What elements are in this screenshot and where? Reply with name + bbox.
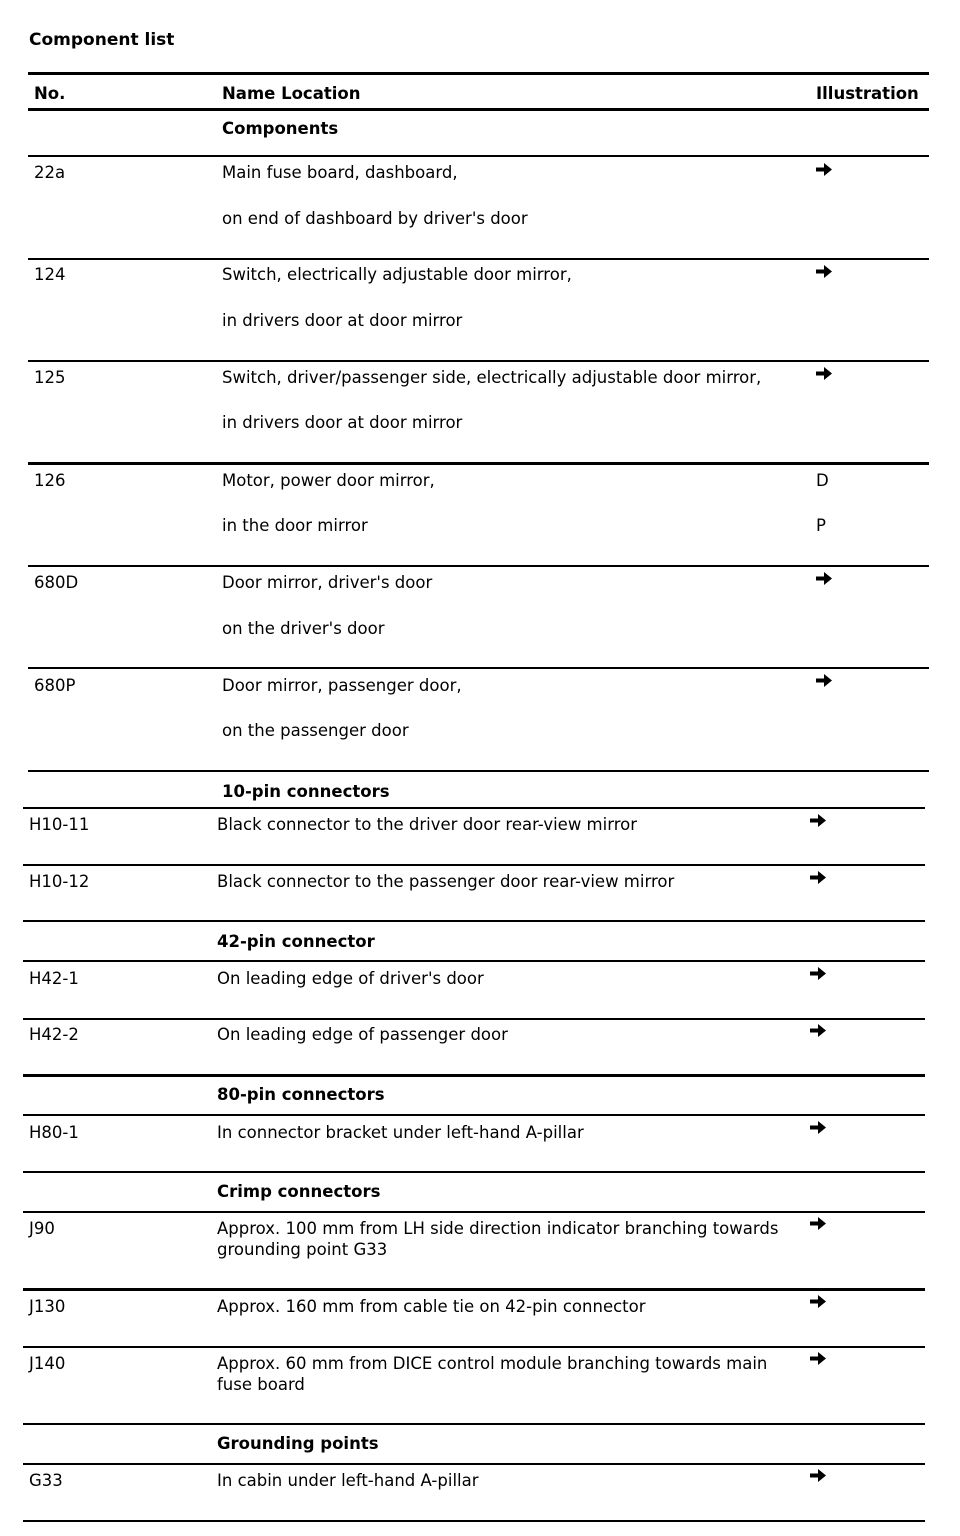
column-header-illustration: Illustration — [816, 84, 919, 103]
row-divider — [28, 155, 929, 157]
arrow-icon[interactable] — [810, 871, 827, 884]
arrow-icon[interactable] — [810, 814, 827, 827]
arrow-icon[interactable] — [816, 265, 833, 278]
row-number: 680P — [34, 676, 76, 695]
row-number: G33 — [29, 1471, 63, 1490]
row-divider — [23, 960, 925, 962]
row-number: 22a — [34, 163, 66, 182]
row-divider — [23, 807, 925, 809]
row-location: In cabin under left-hand A-pillar — [217, 1471, 479, 1490]
row-location: Black connector to the driver door rear-view mirror — [217, 815, 638, 834]
row-location: in drivers door at door mirror — [222, 413, 463, 432]
row-number: H10-12 — [29, 872, 90, 891]
row-location: on end of dashboard by driver's door — [222, 209, 528, 228]
table-top-rule — [28, 72, 929, 75]
row-divider — [23, 1074, 925, 1077]
row-divider — [23, 1114, 925, 1116]
section-heading-crimp: Crimp connectors — [217, 1182, 381, 1201]
row-location: Approx. 100 mm from LH side direction indicator branching towards grounding point G33 — [217, 1219, 779, 1259]
row-divider — [23, 1288, 925, 1291]
row-name: Switch, electrically adjustable door mirror, — [222, 265, 572, 284]
row-divider — [28, 667, 929, 669]
arrow-icon[interactable] — [810, 1121, 827, 1134]
row-number: 124 — [34, 265, 66, 284]
row-divider — [23, 1171, 925, 1173]
row-number: H42-2 — [29, 1025, 79, 1044]
row-location: on the passenger door — [222, 721, 409, 740]
row-divider — [28, 770, 929, 772]
row-divider — [28, 360, 929, 362]
row-location: On leading edge of driver's door — [217, 969, 484, 988]
row-location: Approx. 60 mm from DICE control module branching towards main fuse board — [217, 1354, 768, 1394]
row-divider — [28, 462, 929, 465]
row-number: J90 — [29, 1219, 55, 1238]
row-location: In connector bracket under left-hand A-pillar — [217, 1123, 584, 1142]
row-location: Black connector to the passenger door rear-view mirror — [217, 872, 675, 891]
row-divider — [23, 1346, 925, 1348]
page-title: Component list — [29, 30, 175, 50]
row-divider — [23, 864, 925, 866]
section-heading-42-pin: 42-pin connector — [217, 932, 375, 951]
column-header-no: No. — [34, 84, 66, 103]
row-number: 680D — [34, 573, 79, 592]
arrow-icon[interactable] — [816, 572, 833, 585]
row-number: J140 — [29, 1354, 66, 1373]
row-divider — [23, 1018, 925, 1020]
illustration-link-p[interactable]: P — [816, 516, 826, 535]
row-divider — [28, 258, 929, 260]
row-divider — [28, 565, 929, 567]
column-header-name-location: Name Location — [222, 84, 361, 103]
row-divider — [23, 1211, 925, 1213]
header-rule — [28, 108, 929, 111]
row-divider — [23, 1463, 925, 1465]
row-name: Door mirror, passenger door, — [222, 676, 462, 695]
table-bottom-rule — [23, 1520, 925, 1522]
arrow-icon[interactable] — [810, 967, 827, 980]
arrow-icon[interactable] — [816, 367, 833, 380]
row-location: On leading edge of passenger door — [217, 1025, 508, 1044]
row-number: H42-1 — [29, 969, 79, 988]
row-location: in drivers door at door mirror — [222, 311, 463, 330]
row-divider — [23, 920, 925, 922]
arrow-icon[interactable] — [816, 674, 833, 687]
arrow-icon[interactable] — [810, 1469, 827, 1482]
row-number: H10-11 — [29, 815, 90, 834]
row-location: on the driver's door — [222, 619, 385, 638]
arrow-icon[interactable] — [810, 1217, 827, 1230]
arrow-icon[interactable] — [816, 163, 833, 176]
illustration-link-d[interactable]: D — [816, 471, 829, 490]
section-heading-grounding: Grounding points — [217, 1434, 379, 1453]
row-name: Door mirror, driver's door — [222, 573, 433, 592]
row-name: Motor, power door mirror, — [222, 471, 435, 490]
row-number: J130 — [29, 1297, 66, 1316]
section-heading-80-pin: 80-pin connectors — [217, 1085, 385, 1104]
row-location: Approx. 160 mm from cable tie on 42-pin connector — [217, 1297, 646, 1316]
section-heading-10-pin: 10-pin connectors — [222, 782, 390, 801]
arrow-icon[interactable] — [810, 1295, 827, 1308]
row-divider — [23, 1423, 925, 1425]
row-number: H80-1 — [29, 1123, 79, 1142]
arrow-icon[interactable] — [810, 1352, 827, 1365]
row-number: 125 — [34, 368, 66, 387]
row-name: Main fuse board, dashboard, — [222, 163, 458, 182]
arrow-icon[interactable] — [810, 1024, 827, 1037]
row-location: in the door mirror — [222, 516, 368, 535]
section-heading-components: Components — [222, 119, 339, 138]
row-number: 126 — [34, 471, 66, 490]
row-name: Switch, driver/passenger side, electrically adjustable door mirror, — [222, 368, 762, 387]
